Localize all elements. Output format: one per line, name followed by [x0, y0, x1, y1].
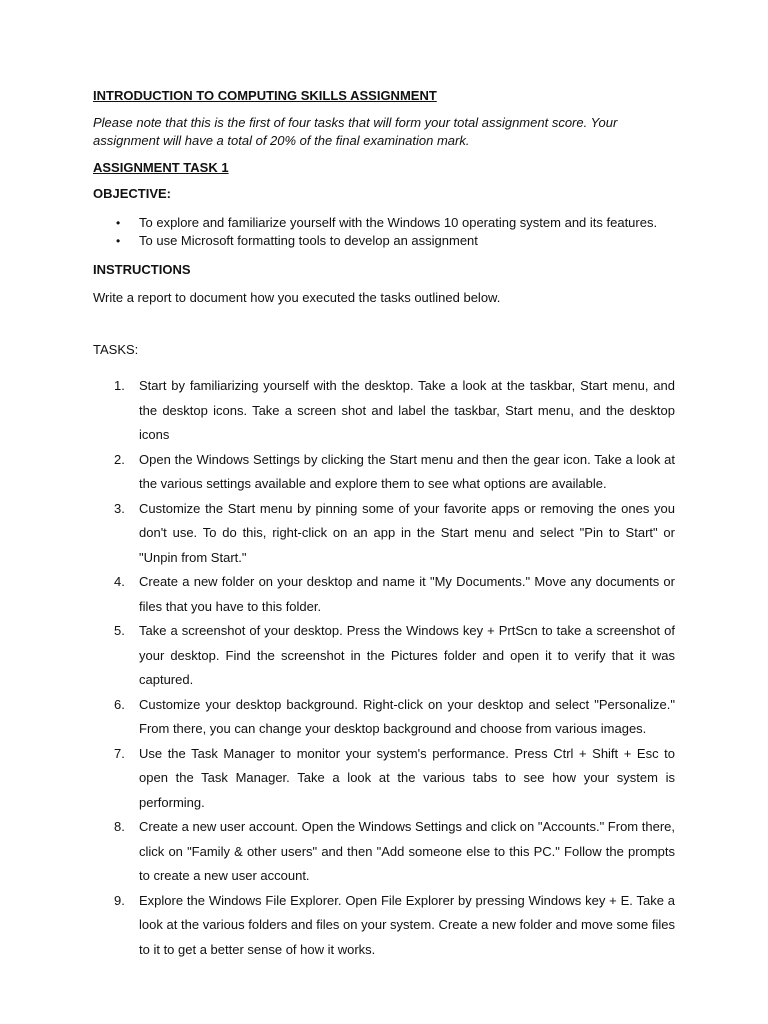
list-item	[93, 497, 675, 571]
document-page	[93, 88, 675, 962]
task-text: Open the Windows Settings by clicking the Start menu and then the gear icon. Take a look at the various settings available and explore them to see what options are available.	[139, 451, 675, 491]
list-item	[93, 374, 675, 448]
tasks-list	[93, 374, 675, 962]
task-text: Customize your desktop background. Right-click on your desktop and select "Personalize." From there, you can change your desktop background and choose from various images.	[139, 696, 675, 736]
task-text: Customize the Start menu by pinning some of your favorite apps or removing the ones you don't use. To do this, right-click on an app in the Start menu and select "Pin to Start" or "Unpin from Start."	[139, 500, 675, 565]
task-text: Start by familiarizing yourself with the desktop. Take a look at the taskbar, Start menu, and the desktop icons. Take a screen shot and label the taskbar, Start menu, and the desktop icons	[139, 378, 675, 442]
instructions-label: INSTRUCTIONS	[93, 262, 191, 277]
document-title: INTRODUCTION TO COMPUTING SKILLS ASSIGNMENT	[93, 88, 437, 103]
tasks-label: TASKS:	[93, 342, 139, 357]
list-item	[93, 889, 675, 963]
task-number: 6.	[114, 696, 125, 712]
objectives-list	[93, 214, 675, 250]
task-text: Take a screenshot of your desktop. Press the Windows key + PrtScn to take a screenshot of your desktop. Find the screenshot in the Pictures folder and open it to verify that it was captured.	[139, 623, 675, 687]
task-number: 8.	[114, 819, 125, 834]
list-item	[93, 815, 675, 889]
list-item	[93, 570, 675, 619]
task-number: 2.	[114, 451, 125, 467]
objective-text: To explore and familiarize yourself with the Windows 10 operating system and its features.	[139, 215, 658, 230]
task-number: 4.	[114, 574, 125, 589]
assignment-note: Please note that this is the first of four tasks that will form your total assignment score. Your assignment will have a total of 20% of the final examination mark.	[93, 115, 618, 148]
bullet-icon: •	[116, 216, 121, 230]
task-number: 7.	[114, 745, 125, 761]
task-text: Create a new user account. Open the Windows Settings and click on "Accounts." From there, click on "Family & other users" and then "Add someone else to this PC." Follow the prompts to create a new user account.	[139, 819, 675, 883]
objective-text: To use Microsoft formatting tools to develop an assignment	[139, 233, 478, 248]
objective-label: OBJECTIVE:	[93, 186, 172, 201]
list-item	[93, 693, 675, 742]
task-heading: ASSIGNMENT TASK 1	[93, 160, 229, 175]
instructions-text: Write a report to document how you executed the tasks outlined below.	[93, 290, 501, 305]
list-item	[93, 448, 675, 497]
list-item	[93, 742, 675, 816]
task-number: 9.	[114, 892, 125, 908]
task-text: Explore the Windows File Explorer. Open File Explorer by pressing Windows key + E. Take a look at the various folders and files on your system. Create a new folder and move some files to it to get a better sense of how it works.	[139, 892, 675, 957]
task-text: Use the Task Manager to monitor your system's performance. Press Ctrl + Shift + Esc to open the Task Manager. Take a look at the various tabs to see how your system is performing.	[139, 745, 675, 810]
task-number: 1.	[114, 378, 125, 393]
list-item	[93, 619, 675, 693]
task-number: 3.	[114, 500, 125, 516]
list-item	[93, 214, 675, 232]
task-number: 5.	[114, 623, 125, 638]
list-item	[93, 232, 675, 250]
task-text: Create a new folder on your desktop and name it "My Documents." Move any documents or files that you have to this folder.	[139, 574, 675, 614]
bullet-icon: •	[116, 234, 121, 248]
